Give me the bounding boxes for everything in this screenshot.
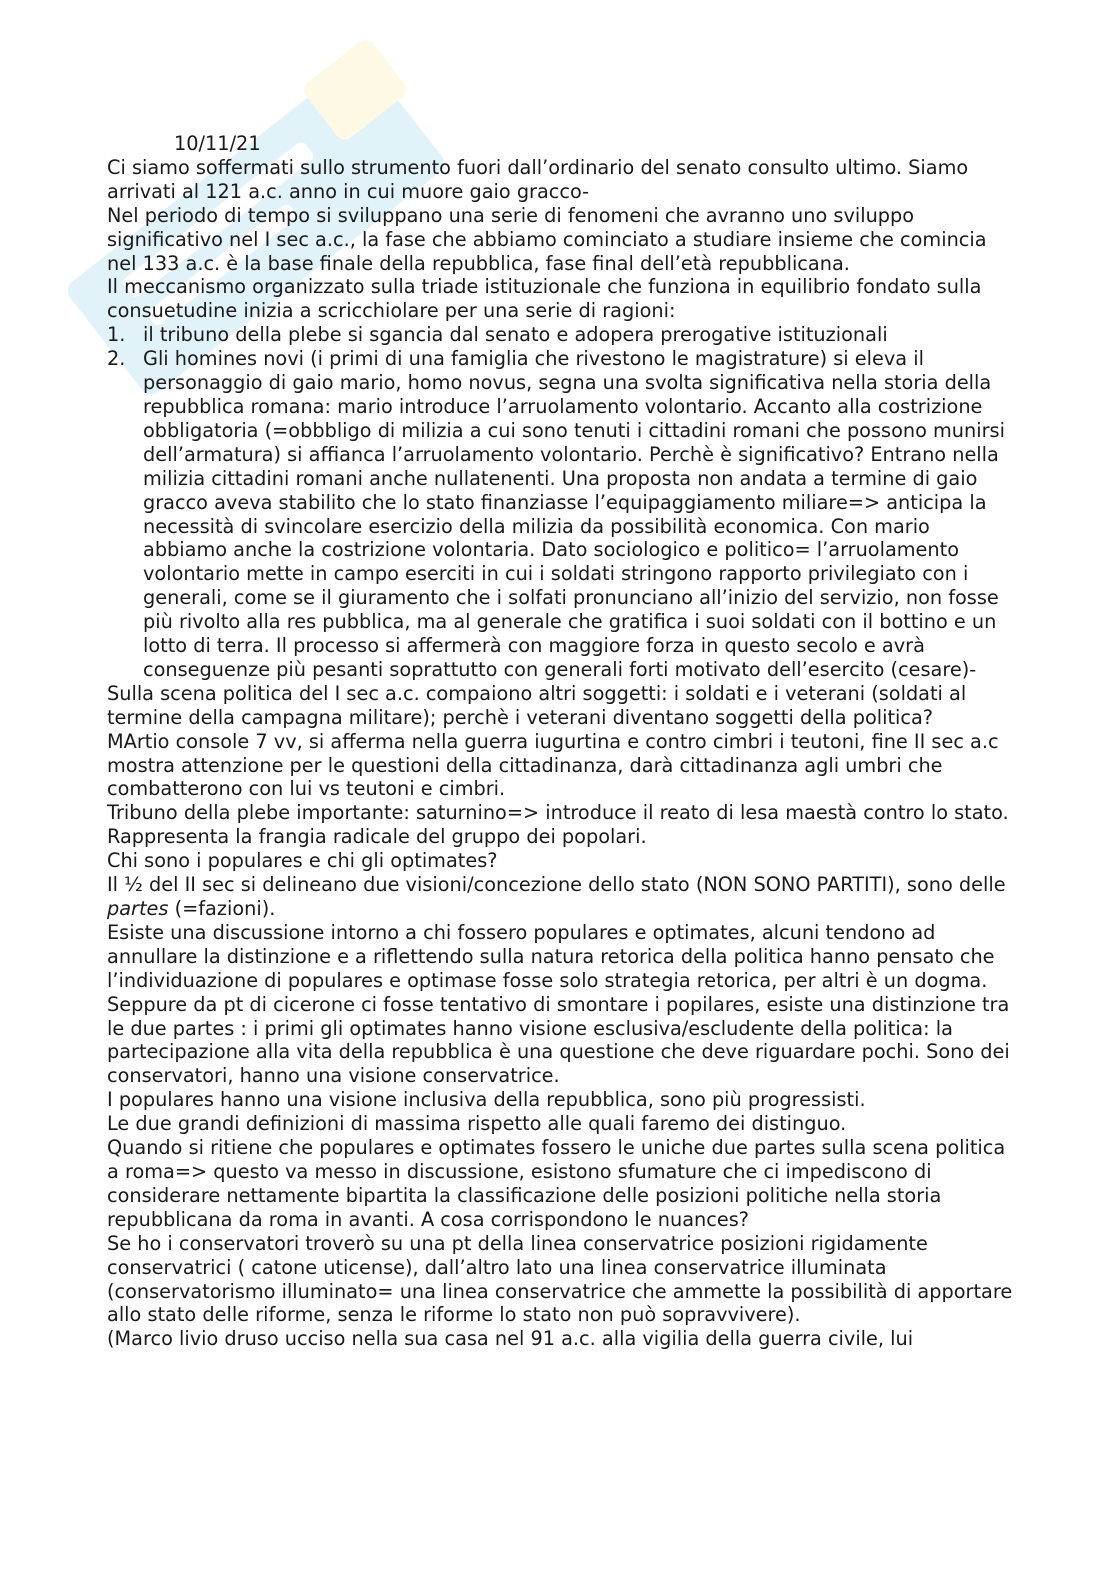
list-number: 2.	[107, 347, 126, 371]
paragraph: Esiste una discussione intorno a chi fossero populares e optimates, alcuni tendono ad annullare la distinzione e a riflettendo sulla natura retorica della politica hanno pensato che l’individuazione di populares e optimase fosse solo strategia retorica, per altri è un dogma. Seppure da pt di cicerone ci fosse tentativo di smontare i popilares, esiste una distinzione tra le due partes : i primi gli optimates hanno visione esclusiva/escludente della politica: la partecipazione alla vita della repubblica è una questione che deve riguardare pochi. Sono dei conservatori, hanno una visione conservatrice.	[107, 920, 1010, 1088]
paragraph: Tribuno della plebe importante: saturnino=> introduce il reato di lesa maestà contro lo stato. Rappresenta la frangia radicale del gruppo dei popolari.	[107, 801, 1009, 849]
paragraph: Sulla scena politica del I sec a.c. compaiono altri soggetti: i soldati e i veterani (soldati al termine della campagna militare); perchè i veterani diventano soggetti della politica?	[107, 681, 967, 729]
paragraph	[107, 873, 1017, 921]
list-item	[107, 323, 1017, 347]
list-item	[107, 347, 1017, 682]
paragraph: Il meccanismo organizzato sulla triade istituzionale che funziona in equilibrio fondato sulla consuetudine inizia a scricchiolare per una serie di ragioni:	[107, 275, 982, 323]
paragraph: Quando si ritiene che populares e optimates fossero le uniche due partes sulla scena politica a roma=> questo va messo in discussione, esistono sfumature che ci impediscono di considerare nettamente bipartita la classificazione delle posizioni politiche nella storia repubblicana da roma in avanti. A cosa corrispondono le nuances?	[107, 1136, 1006, 1231]
date-heading: 10/11/21	[174, 132, 261, 155]
paragraph: MArtio console 7 vv, si afferma nella guerra iugurtina e contro cimbri i teutoni, fine II sec a.c mostra attenzione per le questioni della cittadinanza, darà cittadinanza agli umbri che combatterono con lui vs teutoni e cimbri.	[107, 729, 999, 801]
document-page	[107, 132, 1017, 1351]
paragraph: Se ho i conservatori troverò su una pt della linea conservatrice posizioni rigidamente conservatrici ( catone uticense), dall’altro lato una linea conservatrice illuminata (conservatorismo illuminato= una linea conservatrice che ammette la possibilità di apportare allo stato delle riforme, senza le riforme lo stato non può sopravvivere).	[107, 1231, 1013, 1327]
paragraph: Ci siamo soffermati sullo strumento fuori dall’ordinario del senato consulto ultimo. Siamo arrivati al 121 a.c. anno in cui muore gaio gracco-	[107, 155, 969, 203]
paragraph: Le due grandi definizioni di massima rispetto alle quali faremo dei distinguo.	[107, 1112, 847, 1136]
italic-term: partes	[107, 897, 169, 920]
paragraph: Chi sono i populares e chi gli optimates?	[107, 849, 498, 873]
paragraph-text: (=fazioni).	[168, 897, 276, 920]
list-number: 1.	[107, 323, 126, 347]
list-item-text: il tribuno della plebe si sgancia dal senato e adopera prerogative istituzionali	[143, 323, 888, 347]
numbered-list	[107, 323, 1017, 682]
list-item-text: Gli homines novi (i primi di una famiglia che rivestono le magistrature) si eleva il personaggio di gaio mario, homo novus, segna una svolta significativa nella storia della repubblica romana: mario introduce l’arruolamento volontario. Accanto alla costrizione obbligatoria (=obbbligo di milizia a cui sono tenuti i cittadini romani che possono munirsi dell’armatura) si affianca l’arruolamento volontario. Perchè è significativo? Entrano nella milizia cittadini romani anche nullatenenti. Una proposta non andata a termine di gaio gracco aveva stabilito che lo stato finanziasse l’equipaggiamento miliare=> anticipa la necessità di svincolare esercizio della milizia da possibilità economica. Con mario abbiamo anche la costrizione volontaria. Dato sociologico e politico= l’arruolamento volontario mette in campo eserciti in cui i soldati stringono rapporto privilegiato con i generali, come se il giuramento che i solfati pronunciano all’inizio del servizio, non fosse più rivolto alla res pubblica, ma al generale che gratifica i suoi soldati con il bottino e un lotto di terra. Il processo si affermerà con maggiore forza in questo secolo e avrà conseguenze più pesanti soprattutto con generali forti motivato dell’esercito (cesare)-	[143, 347, 1005, 681]
paragraph-text: Il ½ del II sec si delineano due visioni/concezione dello stato (NON SONO PARTITI), sono delle	[107, 873, 1006, 897]
paragraph: Nel periodo di tempo si sviluppano una serie di fenomeni che avranno uno sviluppo significativo nel I sec a.c., la fase che abbiamo cominciato a studiare insieme che comincia nel 133 a.c. è la base finale della repubblica, fase final dell’età repubblicana.	[107, 203, 987, 275]
paragraph: I populares hanno una visione inclusiva della repubblica, sono più progressisti.	[107, 1088, 866, 1112]
paragraph: (Marco livio druso ucciso nella sua casa nel 91 a.c. alla vigilia della guerra civile, lui	[107, 1327, 914, 1351]
